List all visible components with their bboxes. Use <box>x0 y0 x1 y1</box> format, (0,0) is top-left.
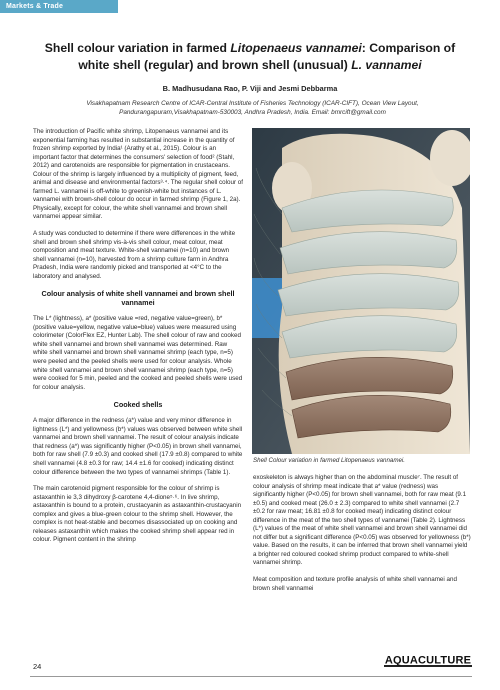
bottom-rule <box>30 676 472 677</box>
cooked-results-paragraph: A major difference in the redness (a*) value and very minor difference in lightness (L*) and yellowness (b*) values was observed between white shell vannamei and brown shell vannamei. The result of colour analysis indicate that redness (a*) was significantly higher (P<0.05) in brown shell vannamei, both for raw shell (7.9 ±0.3) and cooked shell (17.9 ±0.8) compared to white shell vannamei (4.8 ±0.3 for raw; 14.4 ±1.6 for cooked) indicating distinct colour difference between the two types of vannamei shrimps (Table 1). <box>33 417 243 476</box>
pigment-paragraph: The main carotenoid pigment responsible for the colour of shrimp is astaxanthin ie 3,3 dihydroxy β-carotene 4,4-dione⁵·⁶. In live shrimp, astaxanthin is bound to a protein, crustacyanin as astaxanthin-crustacyanin complex and gives a blue-green colour to the shrimp shell. However, the complex is not heat-stable and becomes disassociated up on cooking and releases astaxanthin which makes the cooked shrimp shell appear red in colour. Pigment content in the shrimp <box>33 485 242 544</box>
intro-paragraph: The introduction of Pacific white shrimp, Litopenaeus vannamei and its exponential farming has resulted in substantial increase in the quantity of frozen shrimp exported by India¹ (Arathy et al., 2015). Colour is an important factor that determines the consumers' selection of food² (Stahl, 2012) and carotenoids are responsible for pigmentation in crustaceans. Colour of the shrimp is largely influenced by a multiplicity of pigment, feed, animal and disease and environmental factors³·⁴. The regular shell colour of farmed L. vannamei is off-white to greenish-white but instances of L. vannamei with brown-shell colour do occur in farmed shrimp (Figure 1, 2a). Physically, except for colour, the white shell vannamei and brown shell vannamei appear similar. <box>33 128 243 221</box>
study-paragraph: A study was conducted to determine if there were differences in the white shell and brown shell shrimp vis-à-vis shell colour, meat colour, meat composition and meat texture. White-shell vannamei (n=10) and brown shell vannamei (n=10), harvested from a shrimp culture farm in Andhra Pradesh, India were randomly picked and transported at <4°C to the laboratory and analysed. <box>33 230 236 280</box>
aquaculture-logo-text: AQUACULTURE <box>384 654 472 667</box>
right-column <box>253 474 471 601</box>
section-tag: Markets & Trade <box>0 0 118 13</box>
page-number: 24 <box>33 662 42 671</box>
aquaculture-logo <box>384 652 472 668</box>
figure-caption: Shell Colour variation in farmed Litopenaeus vannamei. <box>253 457 406 464</box>
colour-analysis-heading: Colour analysis of white shell vannamei and brown shell vannamei <box>41 289 235 308</box>
cooked-shells-heading: Cooked shells <box>113 400 163 410</box>
meat-colour-paragraph: exoskeleton is always higher than on the abdominal muscle⁷. The result of colour analysis of shrimp meat indicate that a* value (redness) was significantly higher (P<0.05) for brown shell vannamei, both for raw meat (9.1 ±0.5) and cooked meat (26.0 ± 2.3) compared to white shell vannamei (2.7 ±0.2 for raw meat; 16.81 ±0.8 for cooked meat) indicating distinct colour difference in the meat of the two shell types of vannamei (Table 2). Lightness (L*) values of the meat of white shell vannamei and brown shell vannamei did not differ but a significant difference (P<0.05) was observed for yellowness (b*) value. Based on the results, it can be inferred that brown shell vannamei yield a brighter red coloured cooked shrimp product compared to white-shell vannamei shrimp. <box>253 474 471 567</box>
left-column <box>33 128 243 553</box>
meat-composition-paragraph: Meat composition and texture profile analysis of white shell vannamei and brown shell vannamei <box>253 576 457 592</box>
colour-method-paragraph: The L* (lightness), a* (positive value =red, negative value=green), b* (positive value=yellow, negative value=blue) values were measured using colorimeter (ColorFlex EZ, Hunter Lab). The shell colour of raw and cooked white shell vannamei and brown shell vannamei was determined. Raw white shell vannamei and brown shell vannamei shrimp (each type, n=5) were peeled and the peeled shells were used for colour analysis. Whole white shell vannamei and brown shell vannamei shrimp (each type, n=5) were cooked for 5 min, peeled and the cooked and peeled shells were used for colour analysis. <box>33 315 243 391</box>
article-affiliation: Visakhapatnam Research Centre of ICAR-Central Institute of Fisheries Technology (ICAR-CIFT), Ocean View Layout, Pandurangapuram,Visakhapatnam-530003, Andhra Pradesh, India. Email: bmrcift@gmail.com <box>86 100 419 116</box>
article-authors: B. Madhusudana Rao, P. Viji and Jesmi Debbarma <box>162 84 338 93</box>
article-title: Shell colour variation in farmed Litopenaeus vannamei: Comparison of white shell (regular) and brown shell (unusual) L. vannamei <box>44 41 456 72</box>
shrimp-photo <box>252 128 470 454</box>
